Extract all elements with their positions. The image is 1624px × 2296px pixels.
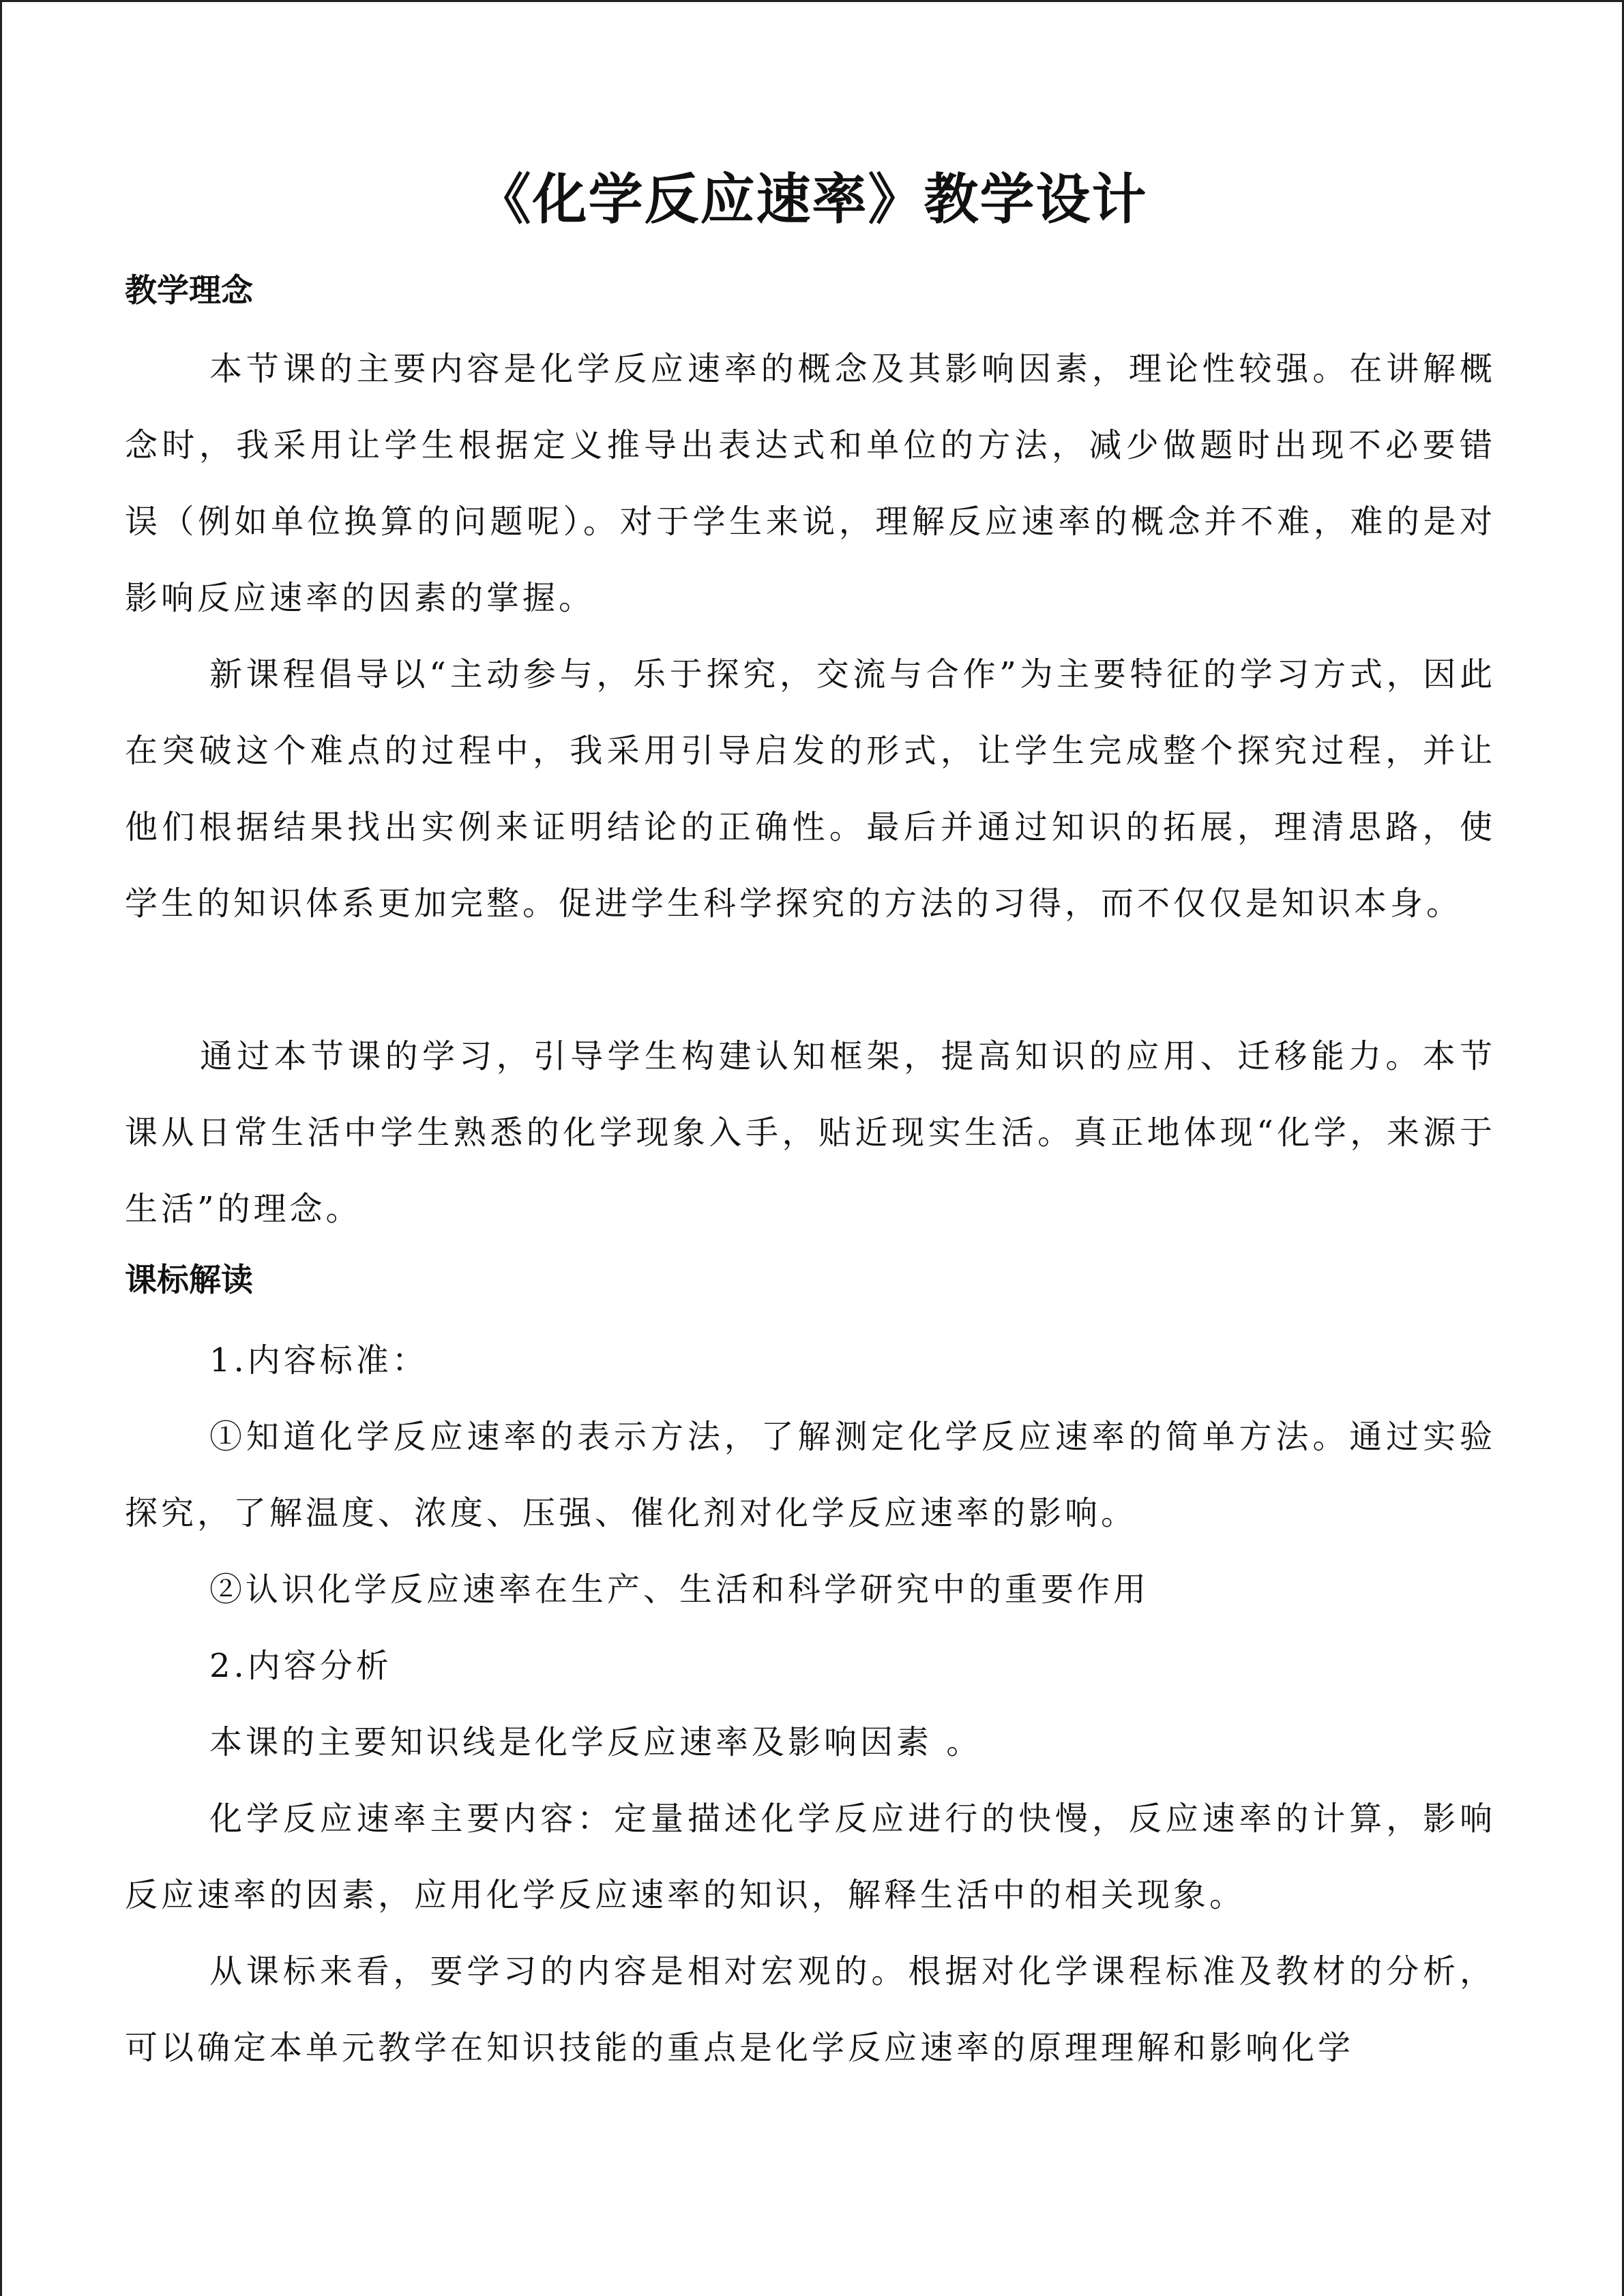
paragraph: 化学反应速率主要内容：定量描述化学反应进行的快慢，反应速率的计算，影响反应速率的因素，应用化学反应速率的知识，解释生活中的相关现象。 [125, 1800, 1496, 1914]
paragraph: 从课标来看，要学习的内容是相对宏观的。根据对化学课程标准及教材的分析，可以确定本单元教学在知识技能的重点是化学反应速率的原理理解和影响化学 [125, 1952, 1496, 2067]
paragraph: 本课的主要知识线是化学反应速率及影响因素 。 [209, 1723, 983, 1761]
list-item-point-1: ①知道化学反应速率的表示方法，了解测定化学反应速率的简单方法。通过实验探究，了解温度、浓度、压强、催化剂对化学反应速率的影响。 [125, 1418, 1496, 1532]
list-item-content-standard: 1.内容标准： [209, 1341, 428, 1380]
list-item-content-analysis: 2.内容分析 [209, 1647, 392, 1685]
section-heading-teaching-philosophy: 教学理念 [125, 272, 253, 310]
list-item-point-2: ②认识化学反应速率在生产、生活和科学研究中的重要作用 [209, 1570, 1150, 1609]
document-title: 《化学反应速率》教学设计 [476, 168, 1148, 231]
paragraph: 新课程倡导以“主动参与，乐于探究，交流与合作”为主要特征的学习方式，因此在突破这个难点的过程中，我采用引导启发的形式，让学生完成整个探究过程，并让他们根据结果找出实例来证明结论的正确性。最后并通过知识的拓展，理清思路，使学生的知识体系更加完整。促进学生科学探究的方法的习得，而不仅仅是知识本身。 [125, 655, 1496, 923]
section-heading-curriculum-interpretation: 课标解读 [125, 1262, 253, 1299]
paragraph: 通过本节课的学习，引导学生构建认知框架，提高知识的应用、迁移能力。本节课从日常生活中学生熟悉的化学现象入手，贴近现实生活。真正地体现“化学，来源于生活”的理念。 [125, 1037, 1496, 1228]
paragraph: 本节课的主要内容是化学反应速率的概念及其影响因素，理论性较强。在讲解概念时，我采用让学生根据定义推导出表达式和单位的方法，减少做题时出现不必要错误（例如单位换算的问题呢）。对于学生来说，理解反应速率的概念并不难，难的是对影响反应速率的因素的掌握。 [125, 350, 1496, 617]
